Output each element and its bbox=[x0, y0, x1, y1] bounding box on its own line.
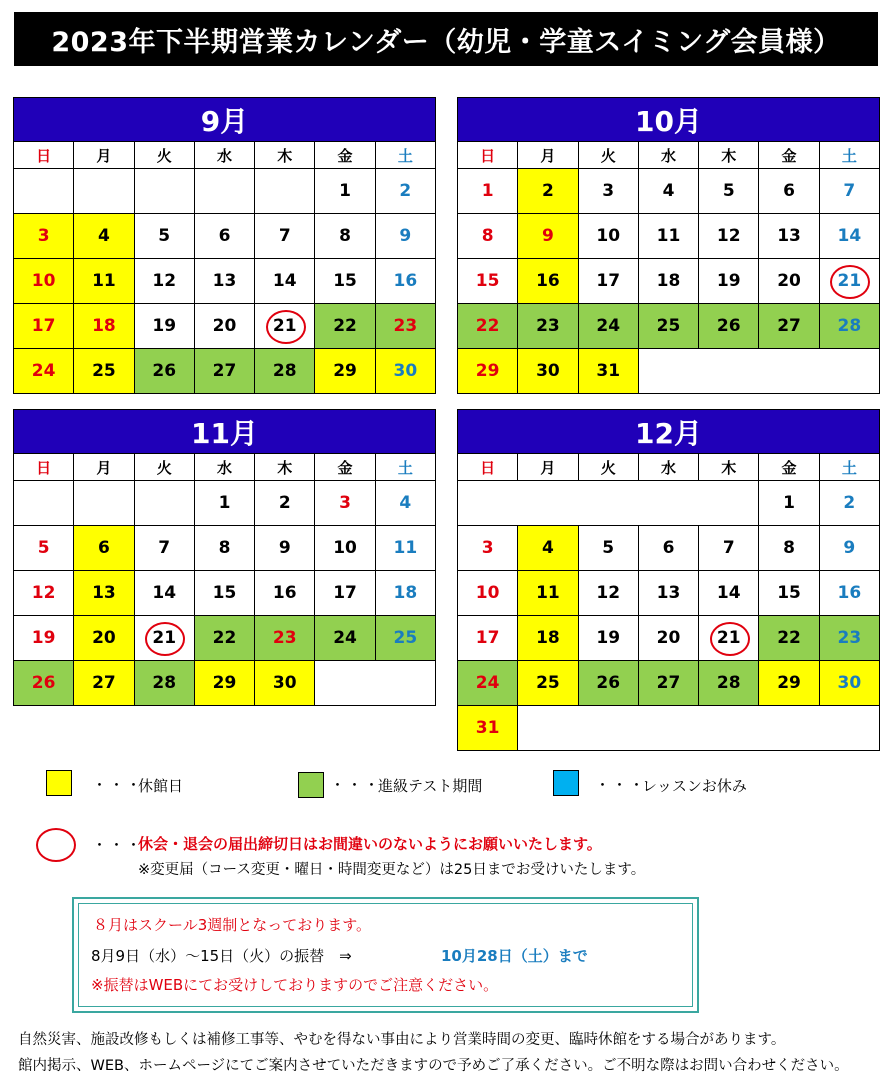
day-cell: 9 bbox=[375, 214, 435, 259]
day-cell: 2 bbox=[375, 169, 435, 214]
day-cell: 29 bbox=[315, 349, 375, 394]
legend-yellow-swatch bbox=[46, 770, 72, 796]
day-cell: 27 bbox=[638, 661, 698, 706]
day-cell: 10 bbox=[578, 214, 638, 259]
day-cell: 13 bbox=[74, 571, 134, 616]
empty-cell bbox=[134, 169, 194, 214]
week-row bbox=[14, 349, 436, 394]
calendar-november bbox=[13, 409, 436, 706]
weekday-header: 金 bbox=[315, 142, 375, 169]
day-cell: 13 bbox=[759, 214, 819, 259]
calendar-december bbox=[457, 409, 880, 751]
week-row bbox=[458, 706, 880, 751]
weekday-header: 水 bbox=[194, 454, 254, 481]
day-cell: 18 bbox=[74, 304, 134, 349]
day-cell: 4 bbox=[74, 214, 134, 259]
empty-cell bbox=[134, 481, 194, 526]
day-cell: 6 bbox=[74, 526, 134, 571]
calendar-september bbox=[13, 97, 436, 394]
day-cell: 12 bbox=[14, 571, 74, 616]
day-cell: 16 bbox=[255, 571, 315, 616]
day-cell: 24 bbox=[578, 304, 638, 349]
day-cell: 19 bbox=[134, 304, 194, 349]
legend-lesson-off-label: レッスンお休み bbox=[642, 777, 747, 795]
day-cell: 26 bbox=[14, 661, 74, 706]
makeup-info-box bbox=[72, 897, 699, 1013]
legend-dots: ・・・ bbox=[92, 776, 144, 794]
week-row bbox=[458, 169, 880, 214]
empty-cell bbox=[315, 661, 436, 706]
weekday-header: 日 bbox=[14, 142, 74, 169]
day-cell: 30 bbox=[255, 661, 315, 706]
day-cell: 28 bbox=[255, 349, 315, 394]
day-cell: 7 bbox=[255, 214, 315, 259]
empty-cell bbox=[255, 169, 315, 214]
week-row bbox=[14, 526, 436, 571]
day-cell: 8 bbox=[315, 214, 375, 259]
day-cell: 1 bbox=[458, 169, 518, 214]
week-row bbox=[458, 526, 880, 571]
weekday-header: 土 bbox=[819, 454, 879, 481]
weekday-header: 木 bbox=[699, 454, 759, 481]
weekday-header: 月 bbox=[518, 454, 578, 481]
day-cell: 27 bbox=[759, 304, 819, 349]
day-cell: 5 bbox=[134, 214, 194, 259]
weekday-header: 火 bbox=[578, 142, 638, 169]
legend-dots: ・・・ bbox=[92, 836, 144, 854]
legend-green-swatch bbox=[298, 772, 324, 798]
day-cell: 25 bbox=[375, 616, 435, 661]
day-cell: 3 bbox=[14, 214, 74, 259]
week-row bbox=[458, 616, 880, 661]
empty-cell bbox=[14, 169, 74, 214]
week-row bbox=[14, 661, 436, 706]
empty-cell bbox=[638, 349, 879, 394]
day-cell: 1 bbox=[315, 169, 375, 214]
day-cell: 2 bbox=[255, 481, 315, 526]
day-cell: 26 bbox=[699, 304, 759, 349]
day-cell: 27 bbox=[194, 349, 254, 394]
day-cell: 3 bbox=[578, 169, 638, 214]
weekday-header: 土 bbox=[375, 142, 435, 169]
week-row bbox=[458, 349, 880, 394]
week-row bbox=[14, 259, 436, 304]
day-cell: 29 bbox=[759, 661, 819, 706]
day-cell: 1 bbox=[759, 481, 819, 526]
day-cell: 9 bbox=[255, 526, 315, 571]
day-cell: 20 bbox=[638, 616, 698, 661]
weekday-header: 火 bbox=[134, 142, 194, 169]
footer-line-2: 館内掲示、WEB、ホームページにてご案内させていただきますので予めご了承ください。ご不明な際はお問い合わせください。 bbox=[18, 1058, 849, 1074]
week-row bbox=[458, 259, 880, 304]
week-row bbox=[14, 616, 436, 661]
day-cell: 31 bbox=[458, 706, 518, 751]
day-cell: 4 bbox=[518, 526, 578, 571]
calendar-grid bbox=[457, 453, 880, 751]
day-cell: 20 bbox=[759, 259, 819, 304]
day-cell: 16 bbox=[518, 259, 578, 304]
day-cell: 8 bbox=[458, 214, 518, 259]
day-cell: 14 bbox=[819, 214, 879, 259]
day-cell: 23 bbox=[819, 616, 879, 661]
day-cell: 28 bbox=[699, 661, 759, 706]
weekday-header: 水 bbox=[638, 142, 698, 169]
day-cell: 15 bbox=[759, 571, 819, 616]
week-row bbox=[458, 571, 880, 616]
day-cell: 13 bbox=[638, 571, 698, 616]
deadline-notice: 休会・退会の届出締切日はお間違いのないようにお願いいたします。 bbox=[138, 835, 602, 853]
day-cell: 19 bbox=[578, 616, 638, 661]
weekday-header: 日 bbox=[14, 454, 74, 481]
day-cell: 12 bbox=[578, 571, 638, 616]
day-cell: 29 bbox=[194, 661, 254, 706]
day-cell: 14 bbox=[699, 571, 759, 616]
day-cell: 30 bbox=[819, 661, 879, 706]
weekday-header: 月 bbox=[518, 142, 578, 169]
legend-dots: ・・・ bbox=[330, 776, 382, 794]
day-cell: 25 bbox=[518, 661, 578, 706]
day-cell: 25 bbox=[74, 349, 134, 394]
day-cell: 2 bbox=[819, 481, 879, 526]
day-cell: 15 bbox=[194, 571, 254, 616]
day-cell: 8 bbox=[759, 526, 819, 571]
day-cell: 2 bbox=[518, 169, 578, 214]
day-cell: 11 bbox=[518, 571, 578, 616]
weekday-header: 水 bbox=[194, 142, 254, 169]
day-cell: 26 bbox=[578, 661, 638, 706]
empty-cell bbox=[518, 706, 880, 751]
day-cell: 13 bbox=[194, 259, 254, 304]
empty-cell bbox=[14, 481, 74, 526]
day-cell: 20 bbox=[74, 616, 134, 661]
day-cell: 10 bbox=[458, 571, 518, 616]
day-cell: 7 bbox=[699, 526, 759, 571]
day-cell: 21 bbox=[255, 304, 315, 349]
day-cell: 30 bbox=[518, 349, 578, 394]
empty-cell bbox=[74, 169, 134, 214]
day-cell: 21 bbox=[819, 259, 879, 304]
day-cell: 22 bbox=[315, 304, 375, 349]
day-cell: 26 bbox=[134, 349, 194, 394]
day-cell: 20 bbox=[194, 304, 254, 349]
weekday-header: 火 bbox=[134, 454, 194, 481]
day-cell: 6 bbox=[638, 526, 698, 571]
day-cell: 9 bbox=[518, 214, 578, 259]
footer-line-1: 自然災害、施設改修もしくは補修工事等、やむを得ない事由により営業時間の変更、臨時休館をする場合があります。 bbox=[18, 1032, 786, 1048]
day-cell: 4 bbox=[375, 481, 435, 526]
legend-blue-swatch bbox=[553, 770, 579, 796]
day-cell: 12 bbox=[699, 214, 759, 259]
legend-closed-label: 休館日 bbox=[138, 777, 184, 795]
day-cell: 29 bbox=[458, 349, 518, 394]
weekday-header: 月 bbox=[74, 454, 134, 481]
legend-dots: ・・・ bbox=[595, 776, 647, 794]
weekday-header: 月 bbox=[74, 142, 134, 169]
day-cell: 24 bbox=[458, 661, 518, 706]
empty-cell bbox=[74, 481, 134, 526]
empty-cell bbox=[458, 481, 759, 526]
weekday-header: 木 bbox=[699, 142, 759, 169]
legend-test-label: 進級テスト期間 bbox=[378, 777, 483, 795]
day-cell: 4 bbox=[638, 169, 698, 214]
day-cell: 6 bbox=[759, 169, 819, 214]
day-cell: 10 bbox=[14, 259, 74, 304]
weekday-header: 木 bbox=[255, 454, 315, 481]
calendar-october bbox=[457, 97, 880, 394]
month-title: 10月 bbox=[457, 97, 880, 141]
week-row bbox=[458, 481, 880, 526]
day-cell: 8 bbox=[194, 526, 254, 571]
weekday-header: 金 bbox=[315, 454, 375, 481]
day-cell: 22 bbox=[194, 616, 254, 661]
day-cell: 11 bbox=[74, 259, 134, 304]
day-cell: 3 bbox=[315, 481, 375, 526]
legend-circle-icon bbox=[36, 828, 76, 862]
day-cell: 24 bbox=[14, 349, 74, 394]
day-cell: 14 bbox=[255, 259, 315, 304]
week-row bbox=[14, 481, 436, 526]
weekday-header: 日 bbox=[458, 142, 518, 169]
day-cell: 1 bbox=[194, 481, 254, 526]
week-row bbox=[14, 169, 436, 214]
day-cell: 21 bbox=[134, 616, 194, 661]
day-cell: 6 bbox=[194, 214, 254, 259]
calendar-grid bbox=[13, 453, 436, 706]
week-row bbox=[458, 214, 880, 259]
day-cell: 23 bbox=[375, 304, 435, 349]
day-cell: 19 bbox=[699, 259, 759, 304]
month-title: 9月 bbox=[13, 97, 436, 141]
weekday-header: 木 bbox=[255, 142, 315, 169]
day-cell: 16 bbox=[375, 259, 435, 304]
change-notice: ※変更届（コース変更・曜日・時間変更など）は25日までお受けいたします。 bbox=[138, 862, 646, 878]
day-cell: 24 bbox=[315, 616, 375, 661]
box-line-2: 8月9日（水）～15日（火）の振替 ⇒ bbox=[91, 947, 352, 965]
day-cell: 17 bbox=[578, 259, 638, 304]
day-cell: 16 bbox=[819, 571, 879, 616]
day-cell: 18 bbox=[638, 259, 698, 304]
day-cell: 5 bbox=[578, 526, 638, 571]
weekday-header: 土 bbox=[819, 142, 879, 169]
page-title: 2023年下半期営業カレンダー（幼児・学童スイミング会員様） bbox=[14, 12, 878, 66]
week-row bbox=[458, 304, 880, 349]
day-cell: 18 bbox=[518, 616, 578, 661]
day-cell: 30 bbox=[375, 349, 435, 394]
day-cell: 31 bbox=[578, 349, 638, 394]
calendar-grid bbox=[13, 141, 436, 394]
day-cell: 12 bbox=[134, 259, 194, 304]
day-cell: 5 bbox=[699, 169, 759, 214]
day-cell: 27 bbox=[74, 661, 134, 706]
weekday-header: 水 bbox=[638, 454, 698, 481]
week-row bbox=[14, 304, 436, 349]
box-deadline-date: 10月28日（土）まで bbox=[441, 947, 588, 965]
day-cell: 23 bbox=[518, 304, 578, 349]
weekday-header: 金 bbox=[759, 142, 819, 169]
month-title: 12月 bbox=[457, 409, 880, 453]
day-cell: 9 bbox=[819, 526, 879, 571]
empty-cell bbox=[194, 169, 254, 214]
day-cell: 17 bbox=[458, 616, 518, 661]
day-cell: 11 bbox=[638, 214, 698, 259]
weekday-header: 土 bbox=[375, 454, 435, 481]
day-cell: 18 bbox=[375, 571, 435, 616]
day-cell: 7 bbox=[819, 169, 879, 214]
day-cell: 11 bbox=[375, 526, 435, 571]
day-cell: 23 bbox=[255, 616, 315, 661]
weekday-header: 火 bbox=[578, 454, 638, 481]
day-cell: 3 bbox=[458, 526, 518, 571]
week-row bbox=[14, 214, 436, 259]
day-cell: 22 bbox=[458, 304, 518, 349]
box-line-3: ※振替はWEBにてお受けしておりますのでご注意ください。 bbox=[91, 976, 499, 994]
day-cell: 15 bbox=[315, 259, 375, 304]
day-cell: 5 bbox=[14, 526, 74, 571]
box-line-1: ８月はスクール3週制となっております。 bbox=[93, 916, 372, 934]
day-cell: 17 bbox=[14, 304, 74, 349]
day-cell: 28 bbox=[819, 304, 879, 349]
day-cell: 10 bbox=[315, 526, 375, 571]
day-cell: 17 bbox=[315, 571, 375, 616]
week-row bbox=[458, 661, 880, 706]
calendar-grid bbox=[457, 141, 880, 394]
day-cell: 25 bbox=[638, 304, 698, 349]
month-title: 11月 bbox=[13, 409, 436, 453]
day-cell: 28 bbox=[134, 661, 194, 706]
day-cell: 7 bbox=[134, 526, 194, 571]
day-cell: 14 bbox=[134, 571, 194, 616]
day-cell: 19 bbox=[14, 616, 74, 661]
day-cell: 22 bbox=[759, 616, 819, 661]
day-cell: 15 bbox=[458, 259, 518, 304]
day-cell: 21 bbox=[699, 616, 759, 661]
weekday-header: 金 bbox=[759, 454, 819, 481]
weekday-header: 日 bbox=[458, 454, 518, 481]
week-row bbox=[14, 571, 436, 616]
